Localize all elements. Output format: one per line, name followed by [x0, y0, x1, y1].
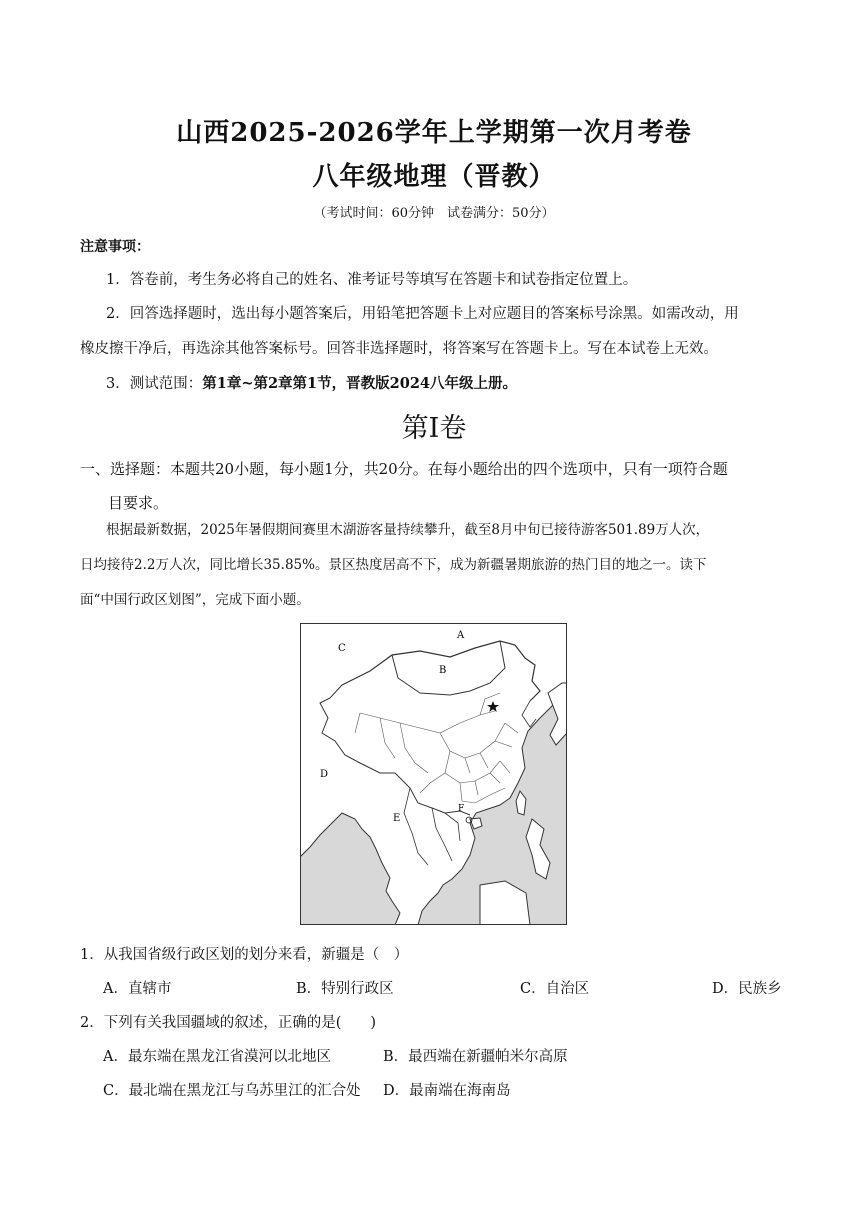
notice-item-1: 1．答卷前，考生务必将自己的姓名、准考证号等填写在答题卡和试卷指定位置上。 — [106, 272, 638, 288]
section-heading-line-2: 目要求。 — [108, 494, 169, 512]
question-2-option-c: C．最北端在黑龙江与乌苏里江的汇合处 — [103, 1083, 361, 1099]
question-1-stem: 1．从我国省级行政区划的划分来看，新疆是（ ） — [80, 947, 409, 963]
question-1-option-d: D．民族乡 — [712, 981, 782, 997]
passage-line-3: 面“中国行政区划图”，完成下面小题。 — [80, 592, 310, 608]
exam-info: （考试时间：60分钟 试卷满分：50分） — [313, 206, 555, 221]
section-heading-line-1: 一、选择题：本题共20小题，每小题1分，共20分。在每小题给出的四个选项中，只有一项符合题 — [80, 460, 728, 478]
exam-title: 山西2025-2026学年上学期第一次月考卷 — [176, 118, 692, 148]
china-admin-map — [300, 623, 567, 925]
question-2-stem: 2．下列有关我国疆域的叙述，正确的是( ) — [80, 1015, 377, 1031]
notice-item-2-line-2: 橡皮擦干净后，再选涂其他答案标号。回答非选择题时，将答案写在答题卡上。写在本试卷上无效。 — [80, 341, 718, 357]
exam-subject: 八年级地理（晋教） — [312, 162, 556, 192]
question-1-option-a: A．直辖市 — [103, 981, 172, 997]
map-label-a: A — [457, 630, 465, 641]
notice-item-3-prefix: 3．测试范围： — [106, 376, 203, 392]
question-2-option-a: A．最东端在黑龙江省漠河以北地区 — [103, 1049, 331, 1065]
passage-line-1: 根据最新数据，2025年暑假期间赛里木湖游客量持续攀升，截至8月中旬已接待游客501.89万人次， — [106, 522, 710, 538]
volume-title: 第Ⅰ卷 — [401, 413, 467, 444]
notice-item-3-scope: 第1章~第2章第1节，晋教版2024八年级上册。 — [202, 375, 518, 392]
section-heading — [80, 452, 800, 520]
map-label-d: D — [320, 769, 329, 780]
passage-line-2: 日均接待2.2万人次，同比增长35.85%。景区热度居高不下，成为新疆暑期旅游的热门目的地之一。读下 — [80, 557, 707, 573]
question-2-option-d: D．最南端在海南岛 — [383, 1083, 511, 1099]
question-1-option-c: C．自治区 — [520, 981, 590, 997]
map-label-e: E — [393, 813, 401, 824]
map-label-b: B — [439, 665, 447, 676]
notice-item-2-line-1: 2．回答选择题时，选出每小题答案后，用铅笔把答题卡上对应题目的答案标号涂黑。如需改动，用 — [106, 306, 739, 322]
map-label-f: F — [458, 804, 465, 814]
notice-heading: 注意事项： — [80, 239, 150, 255]
question-1-option-b: B．特别行政区 — [296, 981, 394, 997]
question-2-option-b: B．最西端在新疆帕米尔高原 — [383, 1049, 568, 1065]
map-label-c: C — [338, 643, 346, 654]
notice-item-3 — [106, 374, 517, 394]
